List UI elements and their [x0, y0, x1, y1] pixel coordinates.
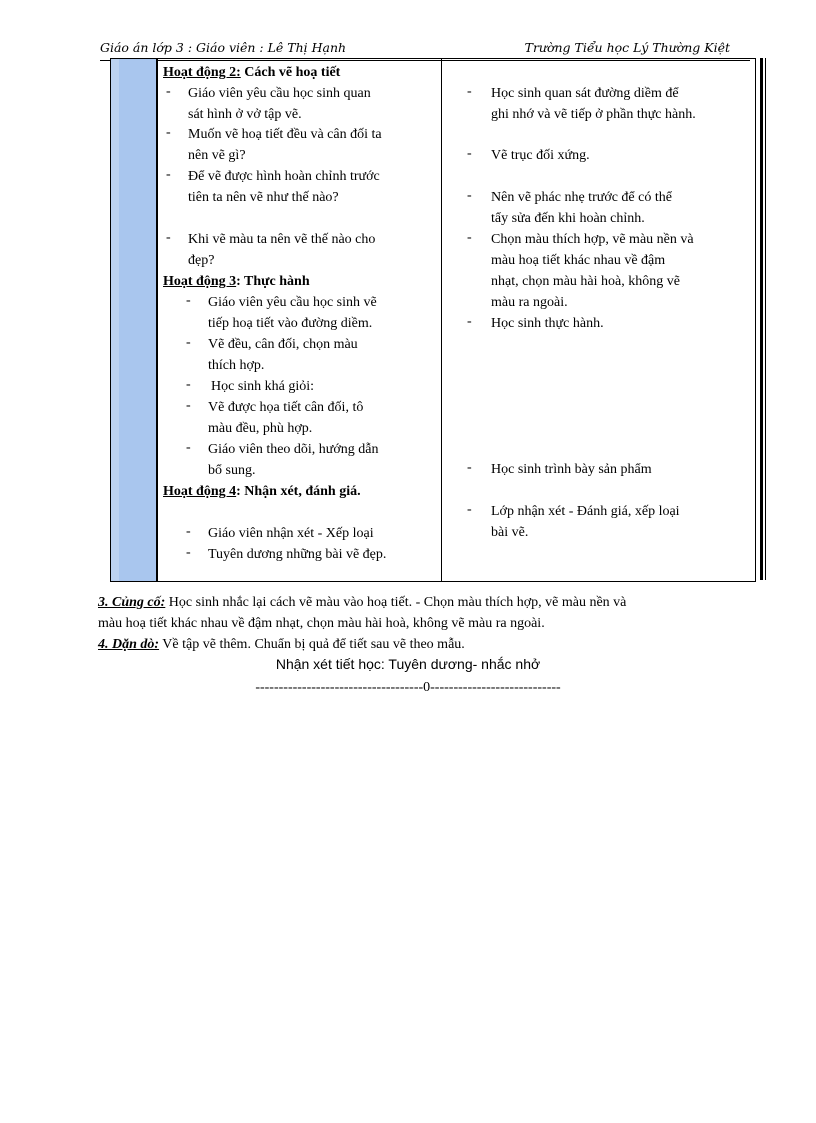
c2-item-3b: tẩy sửa đến khi hoàn chỉnh.	[491, 211, 645, 226]
header-left: Giáo án lớp 3 : Giáo viên : Lê Thị Hạnh	[100, 40, 347, 55]
hd3-item-2b: thích hợp.	[208, 358, 265, 373]
blue-margin-column	[110, 58, 158, 582]
section-cung-co: 3. Củng cố: Học sinh nhắc lại cách vẽ màu vào hoạ tiết. - Chọn màu thích hợp, vẽ màu nền và	[98, 595, 627, 610]
hd3-title: Hoạt động 3: Thực hành	[163, 274, 310, 289]
hd2-item-3a: Để vẽ được hình hoàn chỉnh trước	[188, 169, 380, 184]
hd3-item-4a: Vẽ được họa tiết cân đối, tô	[208, 400, 364, 415]
section-cung-co-line2: màu hoạ tiết khác nhau về đậm nhạt, chọn màu hài hoà, không vẽ màu ra ngoài.	[98, 616, 545, 631]
hd3-item-5b: bổ sung.	[208, 463, 256, 478]
c2-item-4d: màu ra ngoài.	[491, 295, 568, 310]
hd3-item-1a: Giáo viên yêu cầu học sinh vẽ	[208, 295, 377, 310]
hd2-item-2a: Muốn vẽ hoạ tiết đều và cân đối ta	[188, 127, 382, 142]
section-dan-do: 4. Dặn dò: Về tập vẽ thêm. Chuẩn bị quả để tiết sau vẽ theo mẫu.	[98, 637, 465, 652]
hd2-item-1b: sát hình ở vở tập vẽ.	[188, 107, 302, 122]
c2-item-1a: Học sinh quan sát đường diềm để	[491, 86, 679, 101]
hd2-item-2b: nên vẽ gì?	[188, 148, 246, 163]
hd2-item-4a: Khi vẽ màu ta nên vẽ thế nào cho	[188, 232, 376, 247]
hd3-item-4b: màu đều, phù hợp.	[208, 421, 313, 436]
review-note: Nhận xét tiết học: Tuyên dương- nhắc nhở	[275, 656, 541, 672]
c2-item-4a: Chọn màu thích hợp, vẽ màu nền và	[491, 232, 694, 247]
hd4-title: Hoạt động 4: Nhận xét, đánh giá.	[163, 484, 361, 499]
hd3-item-1b: tiếp hoạ tiết vào đường diềm.	[208, 316, 373, 331]
hd2-item-4b: đẹp?	[188, 253, 215, 268]
hd3-item-2a: Vẽ đều, cân đối, chọn màu	[208, 337, 358, 352]
c2-item-2: Vẽ trục đối xứng.	[491, 148, 590, 163]
c2-item-4b: màu hoạ tiết khác nhau về đậm	[491, 253, 666, 268]
hd3-item-3: Học sinh khá giỏi:	[211, 379, 315, 394]
right-border	[760, 58, 763, 580]
c2-item-6: Học sinh trình bày sản phẩm	[491, 462, 652, 477]
c2-item-1b: ghi nhớ và vẽ tiếp ở phần thực hành.	[491, 107, 696, 122]
c2-item-3a: Nên vẽ phác nhẹ trước để có thể	[491, 190, 672, 205]
hd2-title: Hoạt động 2: Cách vẽ hoạ tiết	[163, 65, 341, 80]
hd4-item-2: Tuyên dương những bài vẽ đẹp.	[208, 547, 387, 562]
hd2-item-1a: Giáo viên yêu cầu học sinh quan	[188, 86, 371, 101]
c2-item-7b: bài vẽ.	[491, 525, 529, 540]
hd2-item-3b: tiên ta nên vẽ như thế nào?	[188, 190, 339, 205]
c2-item-7a: Lớp nhận xét - Đánh giá, xếp loại	[491, 504, 680, 519]
c2-item-5: Học sinh thực hành.	[491, 316, 604, 331]
hd3-item-5a: Giáo viên theo dõi, hướng dẫn	[208, 442, 379, 457]
c2-item-4c: nhạt, chọn màu hài hoà, không vẽ	[491, 274, 680, 289]
header-right: Trường Tiểu học Lý Thường Kiệt	[524, 40, 730, 55]
right-border-thin	[765, 58, 766, 580]
hd4-item-1: Giáo viên nhận xét - Xếp loại	[208, 526, 374, 541]
end-rule: ------------------------------------0----------------------------	[255, 680, 561, 695]
